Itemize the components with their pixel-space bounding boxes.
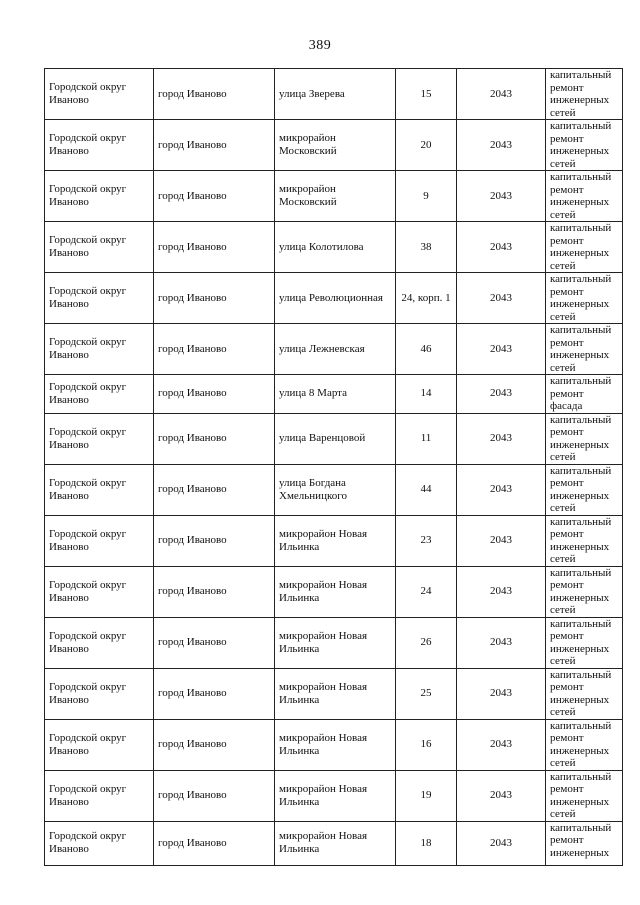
- city-cell: город Иваново: [154, 821, 275, 865]
- okrug-cell: Городской округ Иваново: [45, 617, 154, 668]
- page-number: 389: [308, 38, 332, 53]
- work-type-cell: капитальный ремонт инженерных сетей: [546, 324, 623, 375]
- okrug-cell: Городской округ Иваново: [45, 69, 154, 120]
- table-row: [45, 770, 623, 821]
- okrug-cell: Городской округ Иваново: [45, 668, 154, 719]
- okrug-cell: Городской округ Иваново: [45, 273, 154, 324]
- street-cell: микрорайон Московский: [275, 171, 396, 222]
- house-number-cell: 16: [396, 719, 457, 770]
- house-number-cell: 25: [396, 668, 457, 719]
- house-number-cell: 23: [396, 515, 457, 566]
- work-type-cell: капитальный ремонт инженерных сетей: [546, 719, 623, 770]
- work-type-cell: капитальный ремонт инженерных сетей: [546, 222, 623, 273]
- city-cell: город Иваново: [154, 617, 275, 668]
- year-cell: 2043: [457, 222, 546, 273]
- table-row: [45, 464, 623, 515]
- year-cell: 2043: [457, 515, 546, 566]
- okrug-cell: Городской округ Иваново: [45, 770, 154, 821]
- house-number-cell: 18: [396, 821, 457, 865]
- work-type-cell: капитальный ремонт инженерных сетей: [546, 120, 623, 171]
- table-row: [45, 668, 623, 719]
- house-number-cell: 24: [396, 566, 457, 617]
- table-row: [45, 413, 623, 464]
- street-cell: микрорайон Новая Ильинка: [275, 668, 396, 719]
- house-number-cell: 15: [396, 69, 457, 120]
- street-cell: улица Зверева: [275, 69, 396, 120]
- year-cell: 2043: [457, 413, 546, 464]
- table-row: [45, 120, 623, 171]
- table-row: [45, 821, 623, 865]
- year-cell: 2043: [457, 464, 546, 515]
- okrug-cell: Городской округ Иваново: [45, 120, 154, 171]
- house-number-cell: 38: [396, 222, 457, 273]
- okrug-cell: Городской округ Иваново: [45, 719, 154, 770]
- table-row: [45, 566, 623, 617]
- okrug-cell: Городской округ Иваново: [45, 464, 154, 515]
- city-cell: город Иваново: [154, 222, 275, 273]
- okrug-cell: Городской округ Иваново: [45, 515, 154, 566]
- house-number-cell: 14: [396, 375, 457, 414]
- street-cell: микрорайон Новая Ильинка: [275, 719, 396, 770]
- okrug-cell: Городской округ Иваново: [45, 222, 154, 273]
- table-row: [45, 222, 623, 273]
- work-type-cell: капитальный ремонт инженерных сетей: [546, 464, 623, 515]
- year-cell: 2043: [457, 770, 546, 821]
- okrug-cell: Городской округ Иваново: [45, 566, 154, 617]
- street-cell: микрорайон Новая Ильинка: [275, 821, 396, 865]
- work-type-cell: капитальный ремонт фасада: [546, 375, 623, 414]
- okrug-cell: Городской округ Иваново: [45, 821, 154, 865]
- table-row: [45, 617, 623, 668]
- table-row: [45, 273, 623, 324]
- city-cell: город Иваново: [154, 719, 275, 770]
- city-cell: город Иваново: [154, 375, 275, 414]
- year-cell: 2043: [457, 719, 546, 770]
- year-cell: 2043: [457, 120, 546, 171]
- city-cell: город Иваново: [154, 770, 275, 821]
- house-number-cell: 46: [396, 324, 457, 375]
- year-cell: 2043: [457, 171, 546, 222]
- table-row: [45, 515, 623, 566]
- house-number-cell: 11: [396, 413, 457, 464]
- house-number-cell: 24, корп. 1: [396, 273, 457, 324]
- work-type-cell: капитальный ремонт инженерных сетей: [546, 273, 623, 324]
- table-row: [45, 324, 623, 375]
- street-cell: микрорайон Новая Ильинка: [275, 515, 396, 566]
- work-type-cell: капитальный ремонт инженерных сетей: [546, 413, 623, 464]
- street-cell: улица Лежневская: [275, 324, 396, 375]
- house-number-cell: 26: [396, 617, 457, 668]
- okrug-cell: Городской округ Иваново: [45, 375, 154, 414]
- street-cell: микрорайон Новая Ильинка: [275, 617, 396, 668]
- work-type-cell: капитальный ремонт инженерных сетей: [546, 69, 623, 120]
- okrug-cell: Городской округ Иваново: [45, 413, 154, 464]
- city-cell: город Иваново: [154, 69, 275, 120]
- city-cell: город Иваново: [154, 566, 275, 617]
- work-type-cell: капитальный ремонт инженерных: [546, 821, 623, 865]
- city-cell: город Иваново: [154, 324, 275, 375]
- street-cell: улица Варенцовой: [275, 413, 396, 464]
- table-row: [45, 69, 623, 120]
- street-cell: улица Колотилова: [275, 222, 396, 273]
- year-cell: 2043: [457, 668, 546, 719]
- street-cell: улица Революционная: [275, 273, 396, 324]
- year-cell: 2043: [457, 69, 546, 120]
- year-cell: 2043: [457, 375, 546, 414]
- street-cell: микрорайон Новая Ильинка: [275, 770, 396, 821]
- year-cell: 2043: [457, 324, 546, 375]
- work-type-cell: капитальный ремонт инженерных сетей: [546, 668, 623, 719]
- street-cell: микрорайон Новая Ильинка: [275, 566, 396, 617]
- work-type-cell: капитальный ремонт инженерных сетей: [546, 770, 623, 821]
- year-cell: 2043: [457, 566, 546, 617]
- work-type-cell: капитальный ремонт инженерных сетей: [546, 617, 623, 668]
- house-number-cell: 20: [396, 120, 457, 171]
- table-row: [45, 719, 623, 770]
- city-cell: город Иваново: [154, 171, 275, 222]
- city-cell: город Иваново: [154, 273, 275, 324]
- city-cell: город Иваново: [154, 413, 275, 464]
- city-cell: город Иваново: [154, 464, 275, 515]
- house-number-cell: 44: [396, 464, 457, 515]
- year-cell: 2043: [457, 273, 546, 324]
- table-row: [45, 375, 623, 414]
- street-cell: улица Богдана Хмельницкого: [275, 464, 396, 515]
- year-cell: 2043: [457, 821, 546, 865]
- table-row: [45, 171, 623, 222]
- registry-table: [44, 68, 623, 866]
- work-type-cell: капитальный ремонт инженерных сетей: [546, 566, 623, 617]
- house-number-cell: 19: [396, 770, 457, 821]
- street-cell: улица 8 Марта: [275, 375, 396, 414]
- work-type-cell: капитальный ремонт инженерных сетей: [546, 515, 623, 566]
- city-cell: город Иваново: [154, 120, 275, 171]
- city-cell: город Иваново: [154, 515, 275, 566]
- street-cell: микрорайон Московский: [275, 120, 396, 171]
- work-type-cell: капитальный ремонт инженерных сетей: [546, 171, 623, 222]
- year-cell: 2043: [457, 617, 546, 668]
- okrug-cell: Городской округ Иваново: [45, 324, 154, 375]
- city-cell: город Иваново: [154, 668, 275, 719]
- okrug-cell: Городской округ Иваново: [45, 171, 154, 222]
- house-number-cell: 9: [396, 171, 457, 222]
